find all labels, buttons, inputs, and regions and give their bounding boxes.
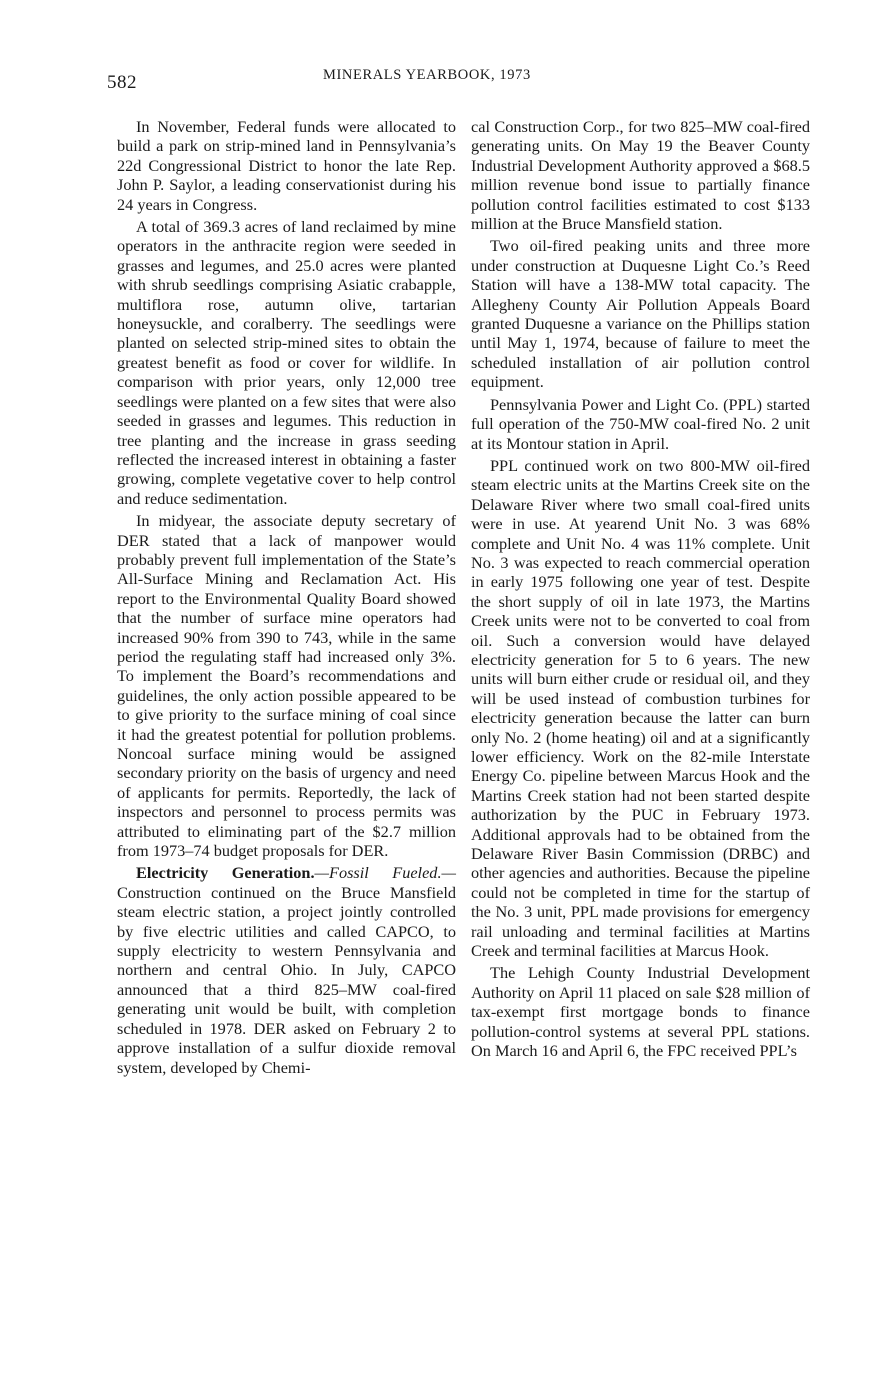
paragraph-body-bruce-mansfield: Construction continued on the Bruce Mansfield steam electric station, a project jointly controlled by five electric utilities and called CAPCO, to supply electricity to western Pennsylvania and northern and central Ohio. In July, CAPCO announced that a third 825–MW coal-fired generating unit would be built, with completion scheduled in 1978. DER asked on February 2 to approve installation of a sulfur dioxide removal system, developed by Chemi- <box>117 882 456 1077</box>
paragraph-der-manpower: In midyear, the associate deputy secretary of DER stated that a lack of manpower would probably prevent full implementation of the State’s All-Surface Mining and Reclamation Act. His report to the Environmental Quality Board showed that the number of surface mine operators had increased 90% from 390 to 743, while in the same period the regulating staff had increased only 3%. To implement the Board’s recommendations and guidelines, the only action possible appeared to be to give priority to the surface mining of coal since it had the greatest potential for pollution problems. Noncoal surface mining would be assigned secondary priority on the basis of urgency and need of applicants for permits. Reportedly, the lack of inspectors and personnel to process permits was attributed to eliminating part of the $2.7 million from 1973–74 budget proposals for DER. <box>117 511 456 861</box>
paragraph-land-reclamation: A total of 369.3 acres of land reclaimed by mine operators in the anthracite region were seeded in grasses and legumes, and 25.0 acres were planted with shrub seedlings comprising Asiatic crabapple, multiflora rose, autumn olive, tartarian honeysuckle, and coralberry. The seedlings were planted on selected strip-mined sites to obtain the greatest benefit as food or cover for wildlife. In comparison with prior years, only 12,000 tree seedlings were planted on a few sites that were also seeded in grasses and legumes. This reduction in tree planting and the increase in grass seeding reflected the increased interest in obtaining a faster growing, complete vegetative cover to help control and reduce sedimentation. <box>117 217 456 508</box>
section-heading-electricity-generation: Electricity Generation. <box>136 863 315 883</box>
paragraph-lehigh-bonds: The Lehigh County Industrial Development Authority on April 11 placed on sale $28 million of tax-exempt first mortgage bonds to finance pollution-control systems at several PPL stations. On March 16 and April 6, the FPC received PPL’s <box>471 963 810 1061</box>
paragraph-chemical-construction: cal Construction Corp., for two 825–MW coal-fired generating units. On May 19 the Beaver County Industrial Development Authority approved a $68.5 million revenue bond issue to partially finance pollution control facilities estimated to cost $133 million at the Bruce Mansfield station. <box>471 117 810 234</box>
left-column <box>117 117 456 1077</box>
paragraph-ppl-montour: Pennsylvania Power and Light Co. (PPL) started full operation of the 750-MW coal-fired No. 2 unit at its Montour station in April. <box>471 394 810 453</box>
right-column <box>471 117 810 1061</box>
running-title: MINERALS YEARBOOK, 1973 <box>323 67 531 83</box>
page-number: 582 <box>107 72 137 93</box>
paragraph-duquesne-peaking-units: Two oil-fired peaking units and three more under construction at Duquesne Light Co.’s Reed Station will have a 138-MW total capacity. The Allegheny County Air Pollution Appeals Board granted Duquesne a variance on the Phillips station until May 1, 1974, because of failure to meet the scheduled installation of air pollution control equipment. <box>471 236 810 392</box>
paragraph-ppl-martins-creek: PPL continued work on two 800-MW oil-fired steam electric units at the Martins Creek site on the Delaware River where two small coal-fired units were in use. At yearend Unit No. 3 was 68% complete and Unit No. 4 was 11% complete. Unit No. 3 was expected to reach commercial operation in early 1975 following one year of test. Despite the short supply of oil in late 1973, the Martins Creek units were not to be converted to coal from oil. Such a conversion would have delayed electricity generation for 5 to 6 years. The new units will burn either crude or residual oil, and they will be used instead of combustion turbines for electricity generation because the latter can burn only No. 2 (home heating) oil and at a significantly lower efficiency. Work on the 82-mile Interstate Energy Co. pipeline between Marcus Hook and the Martins Creek station had not been started despite authorization by the PUC in February 1973. Additional approvals had to be obtained from the Delaware River Basin Commission (DRBC) and other agencies and authorities. Because the pipeline could not be completed in time for the startup of the No. 3 unit, PPL made provisions for emergency rail unloading and terminal facilities at Martins Creek and terminal facilities at Marcus Hook. <box>471 455 810 961</box>
paragraph-electricity-generation <box>117 863 456 1076</box>
subsection-heading-fossil-fueled: —Fossil Fueled.— <box>314 863 456 883</box>
paragraph-federal-park-funds: In November, Federal funds were allocated to build a park on strip-mined land in Pennsylvania’s 22d Congressional District to honor the late Rep. John P. Saylor, a leading conservationist during his 24 years in Congress. <box>117 117 456 214</box>
